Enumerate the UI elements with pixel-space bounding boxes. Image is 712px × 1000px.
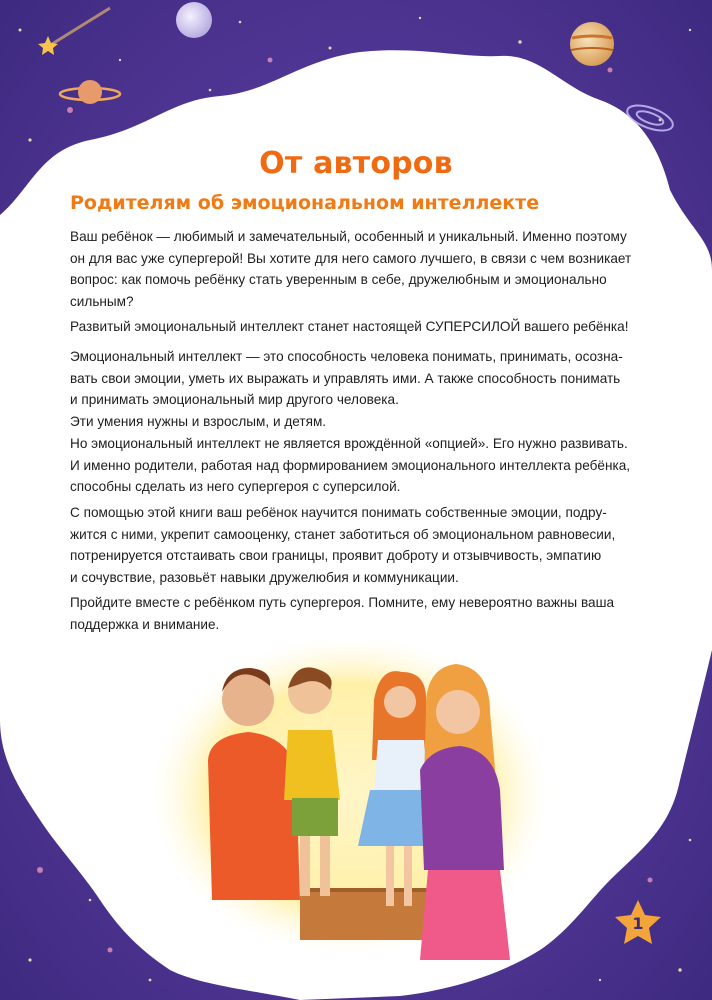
paragraph-line: Развитый эмоциональный интеллект станет настоящей СУПЕРСИЛОЙ вашего ребёнка! — [70, 319, 629, 334]
section-heading: Родителям об эмоциональном интеллекте — [70, 192, 540, 214]
paragraph-line: Эмоциональный интеллект — это способность человека понимать, принимать, осозна- — [70, 349, 623, 364]
paragraph-line: сильным? — [70, 293, 134, 309]
paragraph-line: он для вас уже супергерой! Вы хотите для него самого лучшего, в связи с чем возникает — [70, 250, 632, 266]
paragraph-line: Эти умения нужны и взрослым, и детям. — [70, 413, 327, 429]
paragraph-line: Но эмоциональный интеллект не является врождённой «опцией». Его нужно развивать. — [70, 436, 628, 451]
paragraph-line: жится с ними, укрепит самооценку, станет заботиться об эмоциональном равновесии, — [70, 526, 616, 542]
paragraph-line: Ваш ребёнок — любимый и замечательный, особенный и уникальный. Именно поэтому — [70, 229, 627, 244]
paragraph-line: С помощью этой книги ваш ребёнок научится понимать собственные эмоции, подру- — [70, 505, 607, 520]
paragraph-line: потренируется отстаивать свои границы, проявит доброту и отзывчивость, эмпатию — [70, 548, 602, 563]
page-number: 1 — [632, 914, 644, 933]
paragraph-line: Пройдите вместе с ребёнком путь супергероя. Помните, ему невероятно важны ваша — [70, 595, 615, 610]
paragraph-1 — [70, 226, 650, 312]
paragraph-6 — [70, 592, 650, 635]
paragraph-line: способны сделать из него супергероя с суперсилой. — [70, 479, 401, 494]
page-title: От авторов — [259, 146, 453, 181]
paragraph-line: вопрос: как помочь ребёнку стать уверенным в себе, дружелюбным и эмоционально — [70, 272, 607, 287]
paragraph-line: и сочувствие, разовьёт навыки дружелюбия и коммуникации. — [70, 569, 459, 585]
paragraph-5 — [70, 502, 650, 588]
paragraph-2 — [70, 316, 650, 338]
paragraph-line: И именно родители, работая над формированием эмоционального интеллекта ребёнка, — [70, 457, 631, 473]
paragraph-4 — [70, 433, 650, 498]
paragraph-line: вать свои эмоции, уметь их выражать и управлять ими. А также способность понимать — [70, 370, 621, 386]
paragraph-line: поддержка и внимание. — [70, 616, 220, 632]
paragraph-line: и принимать эмоциональный мир другого человека. — [70, 392, 399, 407]
paragraph-3 — [70, 346, 650, 432]
